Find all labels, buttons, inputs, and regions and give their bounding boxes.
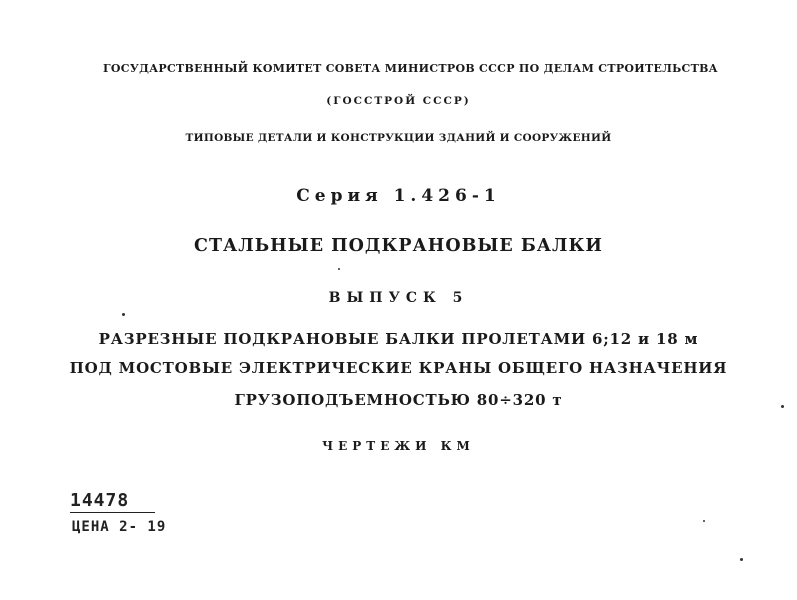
committee-heading: ГОСУДАРСТВЕННЫЙ КОМИТЕТ СОВЕТА МИНИСТРОВ СССР ПО ДЕЛАМ СТРОИТЕЛЬСТВА [103,62,718,75]
committee-abbreviation: (ГОССТРОЙ СССР) [326,95,471,107]
scan-speck [703,520,705,522]
collection-heading: ТИПОВЫЕ ДЕТАЛИ И КОНСТРУКЦИИ ЗДАНИЙ И СООРУЖЕНИЙ [185,132,612,144]
subtitle-line-2: ПОД МОСТОВЫЕ ЭЛЕКТРИЧЕСКИЕ КРАНЫ ОБЩЕГО НАЗНАЧЕНИЯ [69,359,728,377]
scan-speck [338,268,340,270]
price-label: ЦЕНА 2- 19 [72,519,167,535]
inventory-stamp [70,490,166,535]
series-number: Серия 1.426-1 [296,186,501,206]
subtitle-line-3: ГРУЗОПОДЪЕМНОСТЬЮ 80÷320 т [234,391,563,409]
scan-speck [740,558,743,561]
document-title: СТАЛЬНЫЕ ПОДКРАНОВЫЕ БАЛКИ [194,236,603,256]
issue-number: ВЫПУСК 5 [328,290,469,306]
inventory-number: 14478 [70,490,155,513]
scan-speck [122,313,125,316]
drawings-label: ЧЕРТЕЖИ КМ [322,439,475,453]
scan-speck [781,405,784,408]
subtitle-line-1: РАЗРЕЗНЫЕ ПОДКРАНОВЫЕ БАЛКИ ПРОЛЕТАМИ 6;12 и 18 м [98,330,699,348]
